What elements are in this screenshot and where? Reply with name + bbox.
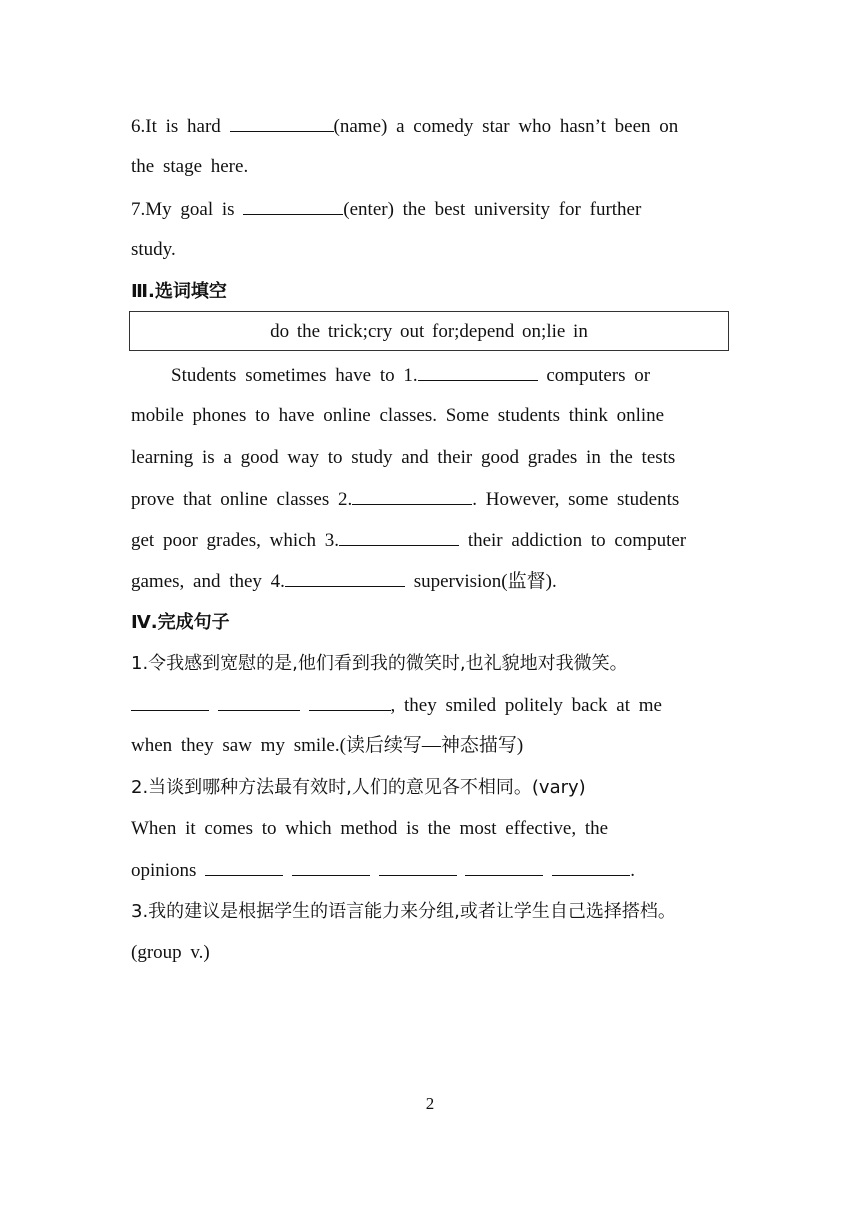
answer-blank[interactable] [131,693,209,711]
passage-line: mobile phones to have online classes. Some students think online [131,405,665,426]
question-6-line2: the stage here. [131,156,249,177]
answer-blank-4[interactable] [285,569,405,587]
sentence-3-english: (group v.) [131,942,210,963]
answer-blank[interactable] [292,858,370,876]
answer-blank[interactable] [309,693,391,711]
section-3-title: Ⅲ.选词填空 [131,281,227,302]
passage-line: get poor grades, which 3. their addiction to computer [131,530,687,551]
answer-blank[interactable] [205,858,283,876]
passage-line: games, and they 4. supervision(监督). [131,571,557,592]
word-bank-box: do the trick;cry out for;depend on;lie in [129,311,729,351]
sentence-2-english-cont: opinions . [131,860,635,881]
answer-blank-3[interactable] [339,528,459,546]
answer-blank[interactable] [243,197,343,215]
sentence-2-chinese: 2.当谈到哪种方法最有效时,人们的意见各不相同。(vary) [131,777,586,798]
answer-blank[interactable] [230,114,334,132]
passage-line: Students sometimes have to 1. computers or [171,365,651,386]
sentence-2-english: When it comes to which method is the most effective, the [131,818,609,839]
answer-blank[interactable] [218,693,300,711]
section-4-title: Ⅳ.完成句子 [131,612,230,633]
question-6-line1: 6.It is hard (name) a comedy star who hasn’t been on [131,116,679,137]
sentence-1-english-cont: when they saw my smile.(读后续写—神态描写) [131,735,524,756]
passage-line: learning is a good way to study and their good grades in the tests [131,447,676,468]
question-7-line2: study. [131,239,176,260]
answer-blank[interactable] [552,858,630,876]
question-7-line1: 7.My goal is (enter) the best university for further [131,199,642,220]
answer-blank-2[interactable] [352,487,472,505]
sentence-1-chinese: 1.令我感到宽慰的是,他们看到我的微笑时,也礼貌地对我微笑。 [131,653,628,674]
answer-blank[interactable] [379,858,457,876]
page-number: 2 [425,1094,435,1113]
sentence-3-chinese: 3.我的建议是根据学生的语言能力来分组,或者让学生自己选择搭档。 [131,901,676,922]
answer-blank-1[interactable] [418,363,538,381]
answer-blank[interactable] [465,858,543,876]
sentence-1-english: , they smiled politely back at me [131,693,731,718]
passage-line: prove that online classes 2. . However, some students [131,489,680,510]
